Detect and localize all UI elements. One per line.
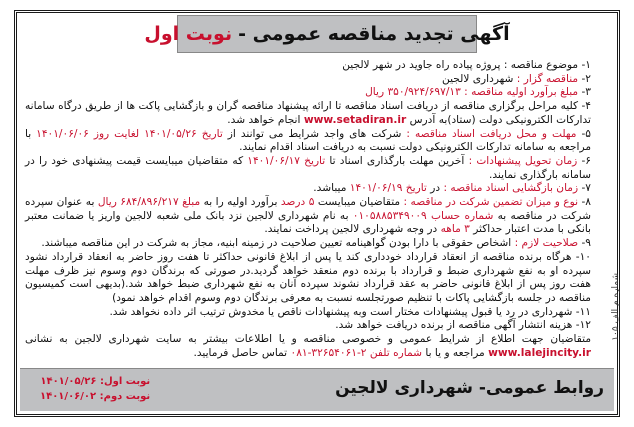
publisher-name: روابط عمومی- شهرداری لالجین xyxy=(335,378,604,398)
notice-frame xyxy=(14,10,620,417)
item-12: ۱۲- هزینه انتشار آگهی مناقصه از برنده دریافت خواهد شد. xyxy=(335,319,591,332)
notice-footer xyxy=(20,368,614,411)
item-3: ۳- مبلغ برآورد اولیه مناقصه : ۳۵۰/۹۲۴/۶۹۷/۱۳ ریال xyxy=(365,86,591,99)
setad-link[interactable]: www.setadiran.ir xyxy=(303,113,407,126)
item-2: ۲- مناقصه گزار : شهرداری لالجین xyxy=(442,72,591,85)
item-1: ۱- موضوع مناقصه : پروژه پیاده راه جاوید در شهر لالجین xyxy=(342,59,591,71)
publish-date-second: نوبت دوم: ۱۴۰۱/۰۶/۰۲ xyxy=(40,391,151,402)
notice-body xyxy=(25,59,591,359)
publish-date-first: نوبت اول: ۱۴۰۱/۰۵/۲۶ xyxy=(40,376,151,387)
item-4: ۴- کلیه مراحل برگزاری مناقصه از دریافت اسناد مناقصه تا ارائه پیشنهاد مناقصه گران و بازگشایی پاکت ها از طریق درگاه سامانه تدارکات الکترونیکی دولت (ستاد)به آدرس www.setadiran.ir انجام خواهد شد. xyxy=(25,100,591,126)
publish-dates xyxy=(40,374,150,404)
item-8: ۸- نوع و میزان تضمین شرکت در مناقصه : متقاضیان میبایست ۵ درصد برآورد اولیه را به مبلغ ۶۸۴/۸۹۶/۲۱۷ ریال به عنوان سپرده شرکت در مناقصه به شماره حساب ۰۱۰۵۸۸۵۳۴۹۰۰۹ به نام شهرداری لالجین نزد بانک ملی شعبه لالجین واریز یا ضمانت معتبر بانکی با مدت اعتبار حداکثر ۳ ماهه در وجه شهرداری لالجین پرداخت نمایند. xyxy=(25,196,591,236)
notice-title: آگهی تجدید مناقصه عمومی - xyxy=(238,23,510,45)
item-6: ۶- زمان تحویل پیشنهادات : آخرین مهلت بارگذاری اسناد تا تاریخ ۱۴۰۱/۰۶/۱۷ که متقاضیان میبایست قیمت پیشنهادی خود را در سامانه بارگذاری نمایند. xyxy=(25,154,591,181)
item-9: ۹- صلاحیت لازم : اشخاص حقوقی با دارا بودن گواهینامه تعیین صلاحیت در زمینه ابنیه، مجاز به شرکت در این مناقصه میباشند. xyxy=(41,237,591,250)
city-website-link[interactable]: www.lalejincity.ir xyxy=(488,346,591,359)
item-10: ۱۰- هرگاه برنده مناقصه از انعقاد قرارداد خودداری کند یا پس از ابلاغ قانونی حداکثر تا هفت روز حاضر به انعقاد قرارداد نشود سپرده او به نفع شهرداری ضبط و قرارداد با برنده دوم منعقد خواهد گردید.در صورتی که برندگان دوم وسوم نیز ظرف مهلت هفت روز پس از ابلاغ قانونی حاضر به عقد قرارداد نشوند سپرده آنان به نفع شهرداری ضبط خواهد شد.(بدیهی است کمیسیون مناقصه در جلسه بازگشایی پاکات با تنظیم صورتجلسه نسبت به معرفی برندگان دوم وسوم اقدام خواهد نمود) xyxy=(25,250,591,304)
phone-number: شماره تلفن ۲-۳۲۶۵۴۰۶۱-۰۸۱ xyxy=(290,346,422,359)
item-11: ۱۱- شهرداری در رد یا قبول پیشنهادات مختار است وبه پیشنهادات ناقص یا مخدوش ترتیب اثر داده نخواهد شد. xyxy=(109,305,591,318)
item-5: ۵- مهلت و محل دریافت اسناد مناقصه : شرکت های واجد شرایط می توانند از تاریخ ۱۴۰۱/۰۵/۲۶ لغایت روز ۱۴۰۱/۰۶/۰۶ با مراجعه به سامانه تدارکات الکترونیکی دولت نسبت به دریافت اسناد اقدام نمایند. xyxy=(25,127,591,154)
item-7: ۷- زمان بازگشایی اسناد مناقصه : در تاریخ ۱۴۰۱/۰۶/۱۹ میباشد. xyxy=(313,182,591,195)
notice-header xyxy=(144,15,510,53)
notice-round: نوبت اول xyxy=(144,23,233,45)
closing-paragraph: متقاضیان جهت اطلاع از شرایط عمومی و خصوصی مناقصه و یا اطلاعات بیشتر به سایت شهرداری لالجین به نشانی www.lalejincity.ir مراجعه و یا با شماره تلفن ۲-۳۲۶۵۴۰۶۱-۰۸۱ تماس حاصل فرمایید. xyxy=(25,333,591,359)
ad-number-label: شماره م الف ۱۰۵ xyxy=(611,273,621,341)
